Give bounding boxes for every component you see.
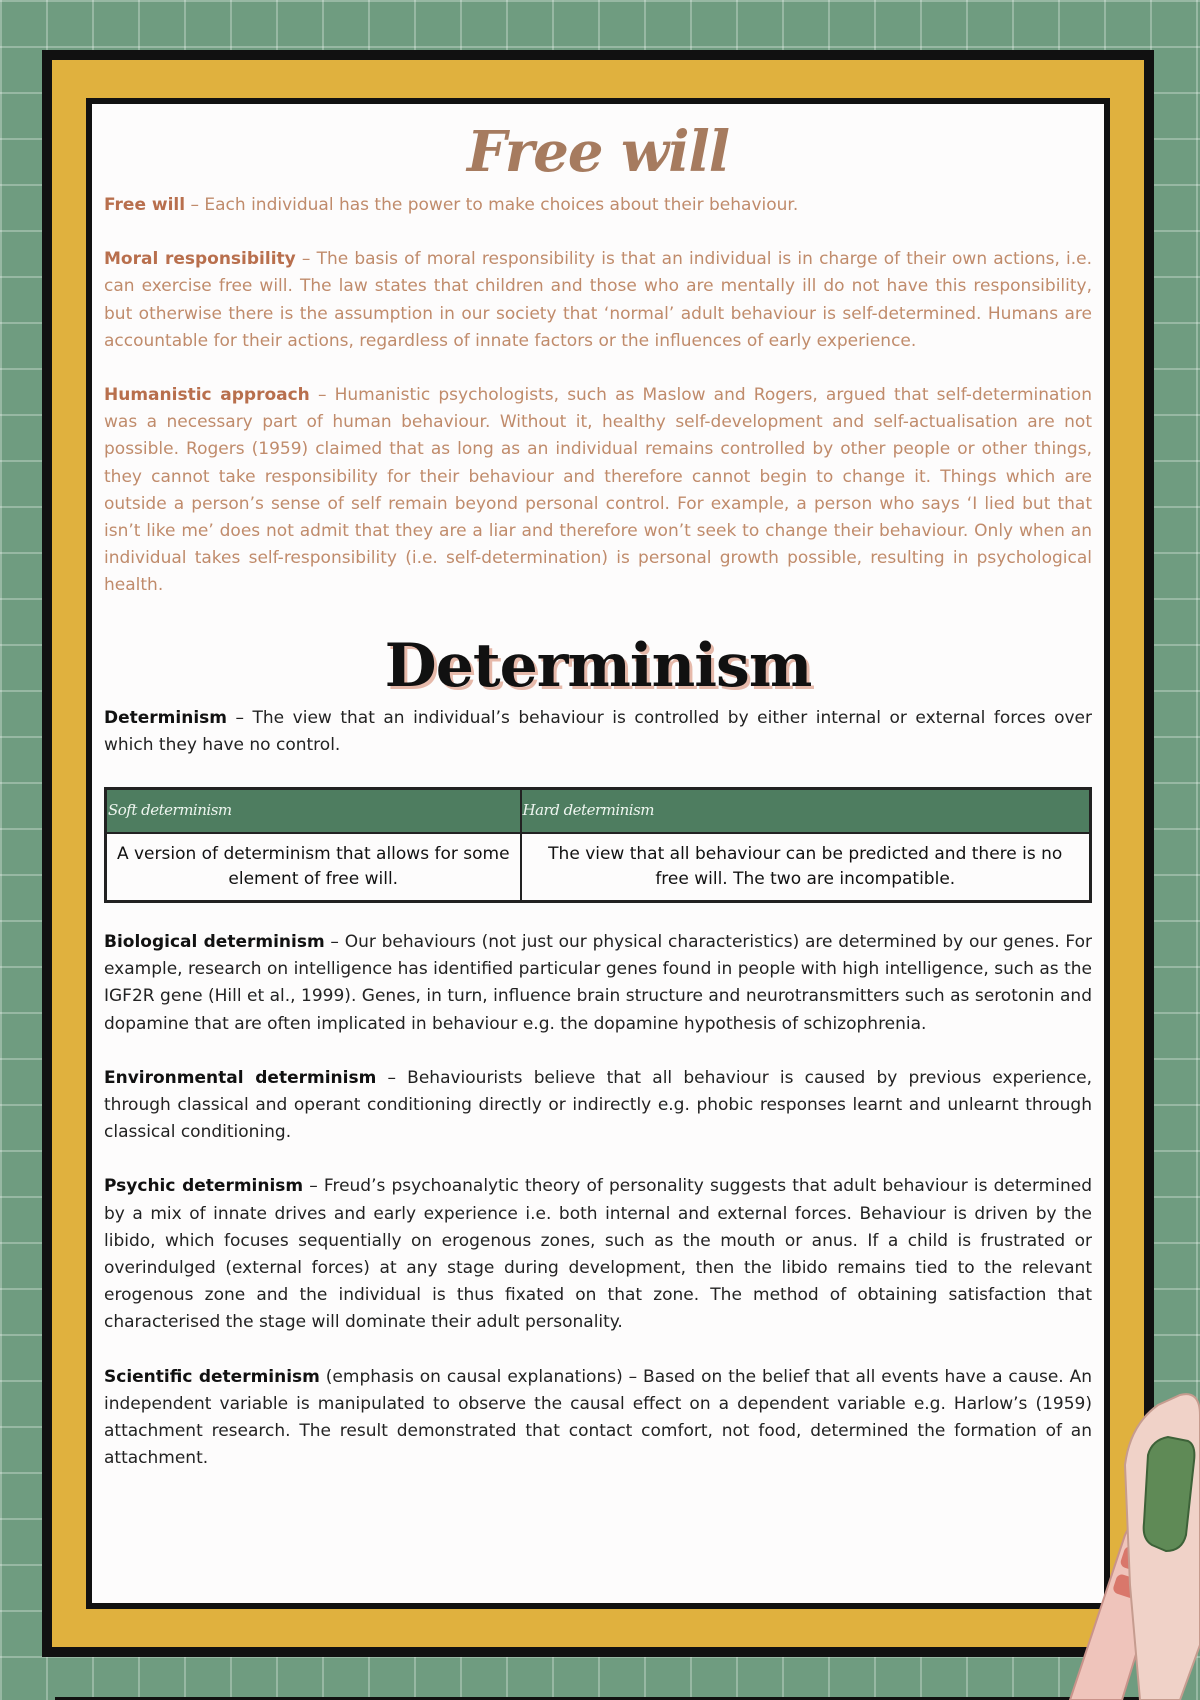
determinism-definition: [104, 705, 1092, 759]
term: Scientific determinism: [104, 1366, 320, 1387]
term: Psychic determinism: [104, 1176, 304, 1197]
definition: – Behaviourists believe that all behaviour is caused by previous experience, through classical and operant conditioning directly or indirectly e.g. phobic responses learnt and unlearnt through classical conditioning.: [104, 1067, 1092, 1143]
definition: – Freud’s psychoanalytic theory of personality suggests that adult behaviour is determined by a mix of innate drives and early experience i.e. both internal and external forces. Behaviour is driven by the libido, which focuses sequentially on erogenous zones, such as the mouth or anus. If a child is frustrated or overindulged (external forces) at any stage during development, then the libido remains tied to the relevant erogenous zone and the individual is thus fixated on that zone. The method of obtaining satisfaction that characterised the stage will dominate their adult personality.: [104, 1176, 1092, 1333]
document-content: [104, 112, 1092, 1500]
term: Determinism: [104, 707, 227, 728]
determinism-title: Determinism: [384, 630, 812, 701]
term: Moral responsibility: [104, 249, 296, 270]
definition: – The basis of moral responsibility is that an individual is in charge of their own actions, i.e. can exercise free will. The law states that children and those who are mentally ill do not have this responsibility, but otherwise there is the assumption in our society that ‘normal’ adult behaviour is self-determined. Humans are accountable for their actions, regardless of innate factors or the influences of early experience.: [104, 249, 1093, 351]
paper-sheet: [92, 104, 1104, 1603]
free-will-definition: [104, 192, 1092, 219]
green-highlighter-icon: [1125, 1394, 1200, 1700]
watercolor-highlighters-decoration: [1030, 1385, 1200, 1700]
definition: – The view that an individual’s behaviour is controlled by either internal or external forces over which they have no control.: [104, 707, 1092, 755]
table-header-row: [106, 789, 1091, 834]
free-will-section: [104, 112, 1092, 600]
determinism-comparison-table: [104, 787, 1092, 903]
scientific-determinism-paragraph: [104, 1364, 1092, 1473]
hard-determinism-cell: The view that all behaviour can be predicted and there is no free will. The two are incompatible.: [521, 833, 1091, 902]
soft-determinism-cell: A version of determinism that allows for some element of free will.: [106, 833, 521, 902]
table-row: [106, 833, 1091, 902]
moral-responsibility-paragraph: [104, 246, 1092, 355]
term: Environmental determinism: [104, 1067, 377, 1088]
definition: – Humanistic psychologists, such as Maslow and Rogers, argued that self-determination was a necessary part of human behaviour. Without it, healthy self-development and self-actualisation are not possible. Rogers (1959) claimed that as long as an individual remains controlled by other people or other things, they cannot take responsibility for their behaviour and therefore cannot begin to change it. Things which are outside a person’s sense of self remain beyond personal control. For example, a person who says ‘I lied but that isn’t like me’ does not admit that they are a liar and therefore won’t seek to change their behaviour. Only when an individual takes self-responsibility (i.e. self-determination) is personal growth possible, resulting in psychological health.: [104, 385, 1092, 596]
determinism-section: [104, 627, 1092, 1473]
hard-determinism-header: Hard determinism: [521, 789, 1091, 834]
page-frame: [42, 50, 1154, 1657]
term: Biological determinism: [104, 932, 325, 953]
biological-determinism-paragraph: [104, 929, 1092, 1038]
soft-determinism-header: Soft determinism: [106, 789, 521, 834]
environmental-determinism-paragraph: [104, 1065, 1092, 1147]
definition: – Each individual has the power to make choices about their behaviour.: [185, 195, 799, 215]
humanistic-approach-paragraph: [104, 382, 1092, 600]
gold-border: [52, 60, 1144, 1647]
free-will-title: Free will: [466, 119, 730, 185]
psychic-determinism-paragraph: [104, 1173, 1092, 1336]
term: Free will: [104, 195, 186, 215]
inner-border: [86, 98, 1110, 1609]
definition: – Our behaviours (not just our physical characteristics) are determined by our genes. For example, research on intelligence has identified particular genes found in people with high intelligence, such as the IGF2R gene (Hill et al., 1999). Genes, in turn, influence brain structure and neurotransmitters such as serotonin and dopamine that are often implicated in behaviour e.g. the dopamine hypothesis of schizophrenia.: [104, 932, 1092, 1034]
definition: (emphasis on causal explanations) – Based on the belief that all events have a cause. An independent variable is manipulated to observe the causal effect on a dependent variable e.g. Harlow’s (1959) attachment research. The result demonstrated that contact comfort, not food, determined the formation of an attachment.: [104, 1366, 1093, 1469]
term: Humanistic approach: [104, 385, 310, 406]
